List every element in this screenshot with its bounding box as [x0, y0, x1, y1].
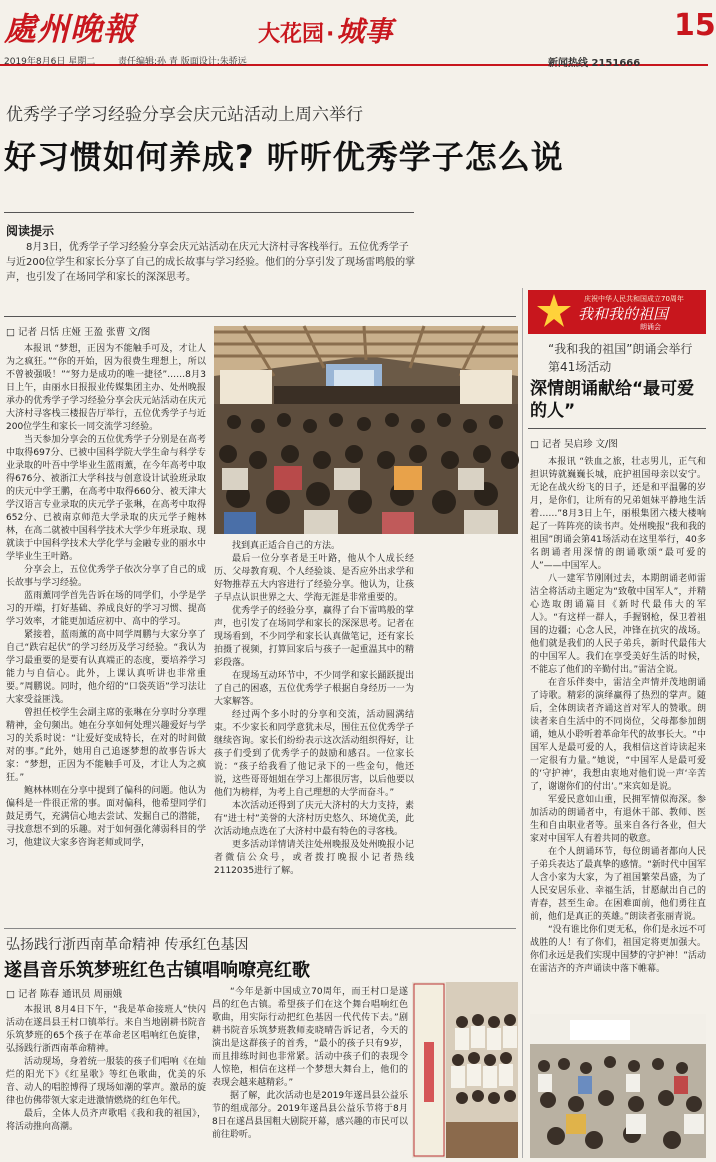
section-title-a: 大花园 [258, 22, 325, 47]
paragraph: 分享会上，五位优秀学子依次分享了自己的成长故事与学习经验。 [6, 565, 206, 588]
paragraph: 八一建军节刚刚过去，本期朗诵老师雷洁全将活动主题定为“致敬中国军人”，并精心选取朗诵篇目《新时代最伟大的军人》。“有这样一群人，手握钢枪，保卫着祖国的边疆；心念人民，冲锋在抗灾的战场。他们就是我们的人民子弟兵，新时代最伟大的中国军人。我们在享受美好生活的时候，不能忘了他们的辛勤付出。”雷洁全说。 [530, 574, 706, 675]
paragraph: 据了解，此次活动也是2019年遂昌县公益乐节的组成部分。2019年遂昌县公益乐节将于8月8日在遂昌县国粗大剧院开幕，感兴趣的市民可以前往聆听。 [212, 1091, 408, 1140]
news-hotline: 新闻热线 2151666 [548, 58, 641, 69]
paragraph: 更多活动详情请关注处州晚报及处州晚报小记者微信公众号，或者拨打晚报小记者热线2112035进行了解。 [214, 840, 414, 876]
second-column-1 [6, 1004, 206, 1156]
section-title [258, 10, 392, 50]
paragraph: 曾担任校学生会副主席的张琳在分享时分享理精神，金句频出。她在分享如何处理兴趣爱好与学习的关系时说：“让爱好变成特长，在对的时间做对的事。”此外，她用自己追逐梦想的故事告诉大家：“梦想，正因为不能触手可及，才让人为之疯狂。” [6, 708, 206, 783]
banner-title: 我和我的祖国 [578, 305, 669, 323]
page-number: 15 [674, 8, 716, 43]
paragraph: 本次活动还得到了庆元大济村的大力支持，素有“进士村”美誉的大济村历史悠久、环境优美，此次活动地点选在了大济村中最有特色的寻客栈。 [214, 801, 414, 837]
paragraph: 最后，全体人员齐声歌唱《我和我的祖国》，将活动推向高潮。 [6, 1109, 206, 1132]
lead-subtitle: 优秀学子学习经验分享会庆元站活动上周六举行 [6, 105, 363, 125]
lead-column-2 [214, 540, 414, 924]
paragraph: 在现场互动环节中，不少同学和家长踊跃提出了自己的困惑，五位优秀学子根据自身经历一一为大家解答。 [214, 671, 414, 707]
paragraph: 活动现场，身着统一服装的孩子们唱响《在灿烂的阳光下》《红星歌》等红色歌曲，优美的乐音、动人的唱腔博得了现场如潮的掌声。激昂的旋律也仿佛带领大家走进激情燃烧的红色年代。 [6, 1057, 206, 1106]
paragraph: 本报讯 “铁血之旅，壮志男儿，正气和担识铸就巍巍长城，庇护祖国母亲以安宁。无论在战火纷飞的日子，还是和平温馨的岁月，是你们，让所有的兄弟姐妹平静地生活着……”8月3日上午，丽根集团六楼大楼响起了一阵阵亮的读书声。处州晚报“我和我的祖国”朗诵会第41场活动在这里举行，40多名朗诵者用深情的朗诵歌颂“最可爱的人”——中国军人。 [530, 457, 706, 571]
banner-tag: 朗诵会 [640, 323, 661, 331]
column-divider [522, 288, 523, 1158]
lead-column-1 [6, 343, 206, 923]
paragraph: 蓝雨薰同学首先告诉在场的同学们，小学是学习的开端，打好基础、养成良好的学习习惯、提高学习效率，才能更加适应初中、高中的学习。 [6, 591, 206, 627]
paragraph: 在音乐伴奏中，雷洁全声情并茂地朗诵了诗歌。精彩的演绎赢得了热烈的掌声。随后，全体朗读者齐诵这首对军人的赞歌。朗读者来自生活中的不同岗位，父母都参加朗诵，她从小聆听着革命年代的故事长大。“中国军人是最可爱的人，我相信这首诗读起来一定很有力量。”她说，“中国军人是最可爱的‘守护神’，我想由衷地对他们说一声‘辛苦了，谢谢你们的付出’。”来宾如是说。 [530, 678, 706, 792]
star-icon [530, 290, 578, 334]
masthead [0, 0, 716, 58]
recital-banner [528, 290, 706, 334]
paragraph: 经过两个多小时的分享和交流，活动圆满结束。不少家长和同学意犹未尽，围住五位优秀学子继续咨询。家长们纷纷表示这次活动组织得好，让孩子们受到了优秀学子的鼓励和感召。一位家长说：“孩子给我看了他记录下的一些金句，他还说，这些哥哥姐姐在学习上都很厉害，以后他要以他们为榜样，为考上自己理想的大学而奋斗。” [214, 710, 414, 798]
paragraph: 军爱民意如山重，民拥军情似海深。参加活动的朗诵者中，有退休干部、教师、医生和自由职业者等。虽来自各行各业，但大家对中国军人有着共同的敬意。 [530, 795, 706, 844]
reading-tip-body: 8月3日，优秀学子学习经验分享会庆元站活动在庆元大济村寻客栈举行。五位优秀学子与近200位学生和家长分享了自己的成长故事与学习经验。他们的分享引发了现场雷鸣般的掌声，也引发了在场同学和家长的深深思考。 [6, 242, 416, 283]
newspaper-logo: 處州晚報 [4, 10, 137, 48]
divider [4, 212, 414, 213]
second-byline: □ 记者 陈春 通讯员 周丽娥 [6, 989, 123, 1000]
divider [528, 428, 706, 429]
paragraph: “没有谁比你们更无私，你们是永远不可战胜的人！有了你们，祖国定将更加强大。你们永远是我们实现中国梦的守护神！”活动在雷洁齐的齐声诵读中落下帷幕。 [530, 925, 706, 974]
paragraph: 找到真正适合自己的方法。 [232, 541, 341, 551]
right-headline: 深情朗诵献给“最可爱的人” [530, 379, 695, 421]
paragraph: 最后一位分享者是王叶路，他从个人成长经历、父母教育观、个人经验谈、是否应外出求学和好物推荐五大内容进行了经验分享。他认为，让孩子早点认识世界之大、学海无涯是非常重要的。 [214, 554, 414, 603]
second-subtitle: 弘扬践行浙西南革命精神 传承红色基因 [6, 937, 249, 953]
paragraph: 优秀学子的经验分享，赢得了台下雷鸣般的掌声，也引发了在场同学和家长的深深思考。记者在现场看到，不少同学和家长认真做笔记，还有家长拍摄了视频，打算回家后与孩子一起重温其中的精彩段落。 [214, 606, 414, 668]
seminar-photo [214, 326, 518, 534]
paragraph: 在个人朗诵环节，每位朗诵者都向人民子弟兵表达了最真挚的感情。“新时代中国军人含小家为大家，为了祖国繁荣昌盛，为了人民安居乐业、幸福生活，甘愿献出自己的青春，甚至生命。在困难面前，他们勇往直前，他们是真正的英雄。”朗读者张丽青说。 [530, 847, 706, 922]
reading-tip-title: 阅读提示 [6, 224, 55, 238]
paragraph: 本报讯 8月4日下午，“我是革命接班人”快闪活动在遂昌县王村口镇举行。来自当地剧耕书院音乐筑梦班的65个孩子在革命老区唱响红色旋律，弘扬践行浙西南革命精神。 [6, 1005, 206, 1054]
banner-caption: 庆祝中华人民共和国成立70周年 [584, 295, 684, 303]
second-headline: 遂昌音乐筑梦班红色古镇唱响嘹亮红歌 [4, 960, 310, 981]
lead-byline: □ 记者 吕恬 庄娅 王盈 张曹 文/图 [6, 327, 151, 338]
editor-credit: 责任编辑:孙 青 版面设计:朱骄远 [118, 57, 247, 67]
section-title-b: 城事 [336, 15, 393, 48]
paragraph: 当天参加分享会的五位优秀学子分别是在高考中取得697分、已被中国科学院大学生命与科学专业录取的叶吾中学毕业生蓝雨薰，在今年高考中取得676分、被浙江大学科技与创意设计试验班录取的庆元中学王鹏，在高考中取得660分、被天津大学汉语言专业录取的庆元学子张琳，在高考中取得652分、已被南京师范大学录取的庆元学子鲍林林，在高二就被中国科学技术大学少年班录取、现就读于中国科学技术大学化学与金融专业的丽水中学毕业生王叶路。 [6, 435, 206, 562]
section-title-dot: · [326, 22, 335, 47]
second-column-2 [212, 986, 408, 1156]
divider [4, 928, 516, 929]
choir-photo [412, 982, 518, 1158]
paragraph: “今年是新中国成立70周年，而王村口是遂昌的红色古镇。希望孩子们在这个舞台唱响红色歌曲，用实际行动把红色基因一代代传下去。”剧耕书院音乐筑梦班教师麦晓晴告诉记者，今天的演出是这群孩子的首秀，“最小的孩子只有9岁，而且排练时间也非常紧。活动中孩子们的表现令人惊艳，相信在这样一个梦想大舞台上，他们的表现会越来越精彩。” [212, 987, 408, 1088]
lead-headline: 好习惯如何养成? 听听优秀学子怎么说 [4, 138, 564, 176]
divider [4, 316, 516, 317]
info-bar [0, 52, 708, 69]
paragraph: 鲍林林则在分享中提到了偏科的问题。他认为偏科是一件很正常的事。面对偏科，他希望同学们鼓足勇气，充满信心地去尝试、发掘自己的潜能，寻找意想不到的乐趣。对于如何强化薄弱科目的学习，他建议大家多咨询老师或同学， [6, 786, 206, 848]
right-column-body [530, 456, 706, 1008]
paragraph: 紧接着，蓝雨薰的高中同学周鹏与大家分享了自己“跌宕起伏”的学习经历及学习经验。“我认为学习最重要的是要有认真端正的态度，要培养学习能力与自信心。此外，上课认真听讲也非常重要。”周鹏说。同时，他介绍的“口袋英语”学习法让大家受益匪浅。 [6, 630, 206, 705]
right-byline: □ 记者 吴启珍 文/图 [530, 439, 618, 450]
right-subtitle: “我和我的祖国”朗诵会举行第41场活动 [548, 342, 693, 374]
recital-photo [530, 1014, 706, 1158]
paragraph: 本报讯 “梦想，正因为不能触手可及，才让人为之疯狂。”“你的开始，因为很费生理想上，所以不曾被强吸！”“努力是成功的唯一捷径”……8月3日上午，由丽水日报报业传媒集团主办、处州晚报承办的优秀学子学习经验分享会庆元站活动在庆元大济村寻客栈三楼报告厅举行，五位优秀学子与近200位学生和家长一同交流学习经验。 [6, 344, 206, 432]
issue-date: 2019年8月6日 星期二 [4, 57, 96, 67]
